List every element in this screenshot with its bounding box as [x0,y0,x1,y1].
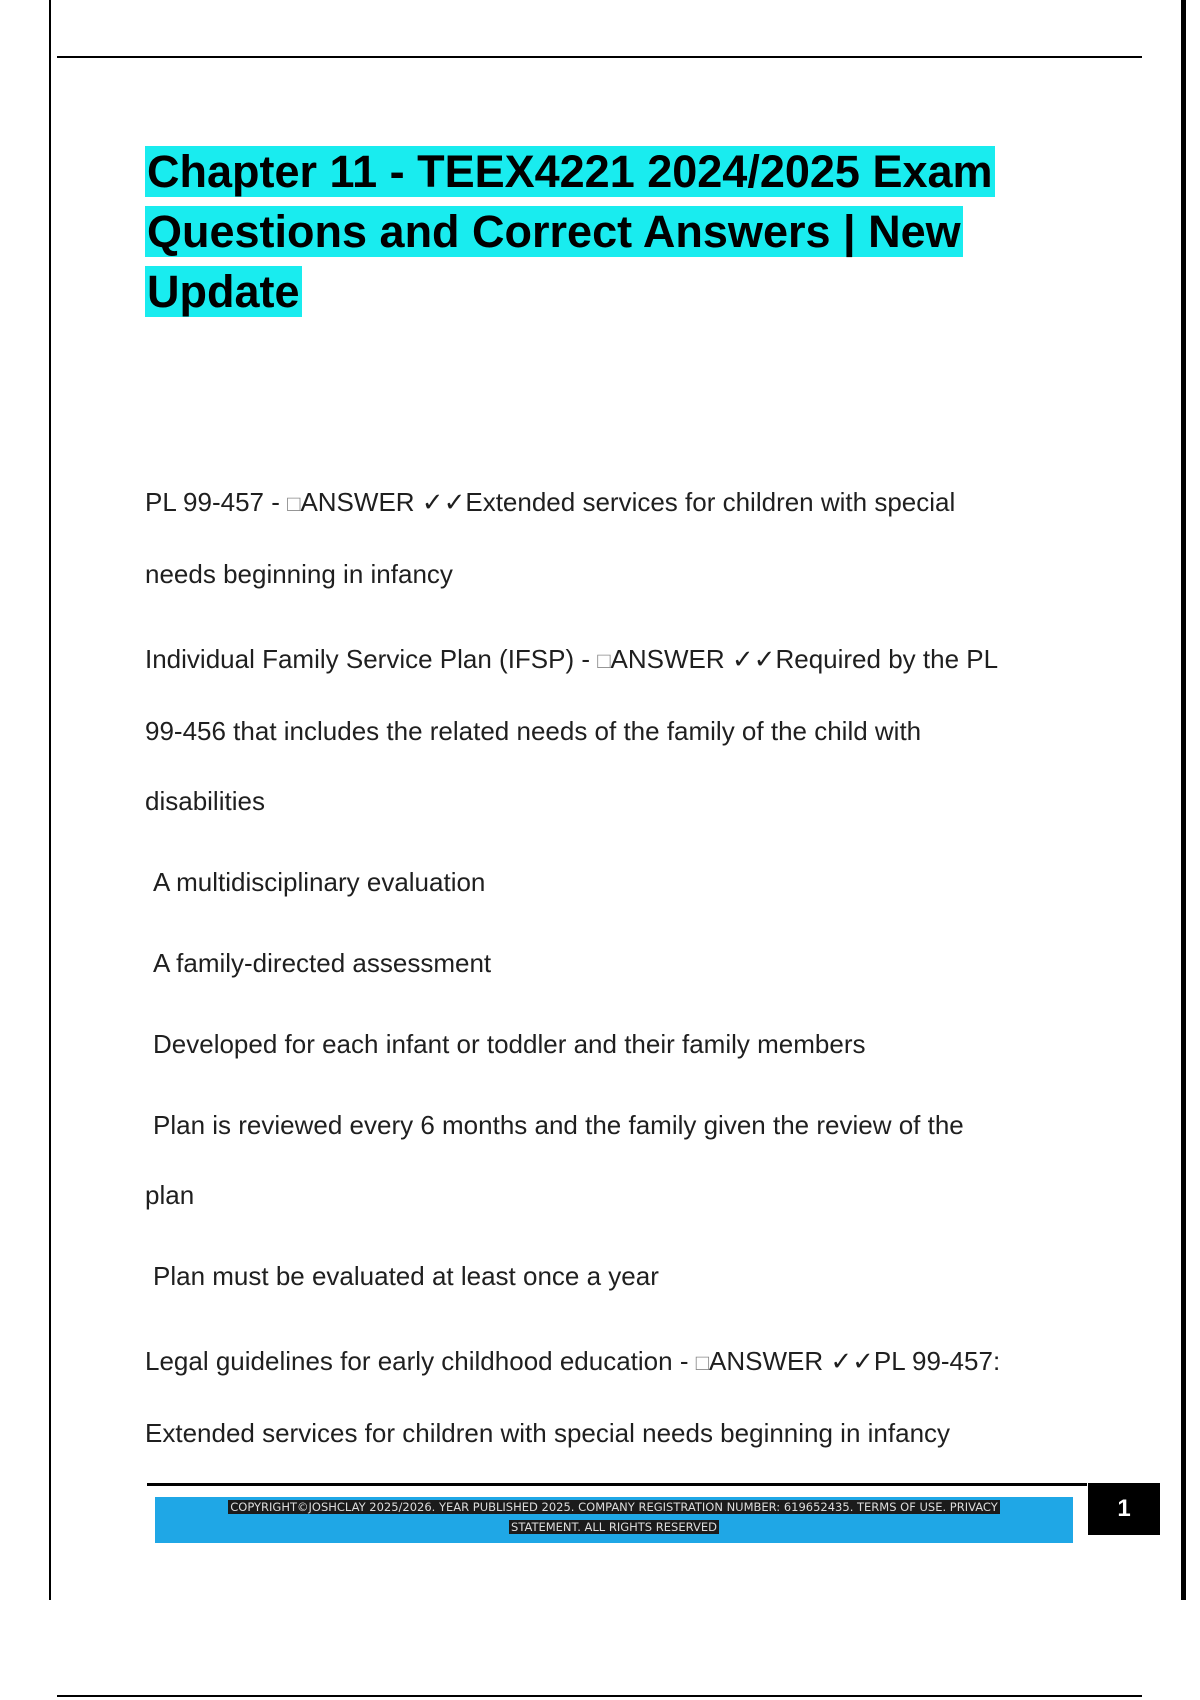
answer-marker: ANSWER ✓✓ [300,487,466,517]
document-title: Chapter 11 - TEEX4221 2024/2025 Exam Questions and Correct Answers | New Update [147,146,993,317]
page-border-right [1181,0,1186,1600]
question-text: Individual Family Service Plan (IFSP) [145,644,575,674]
footer-rule [147,1483,1087,1486]
sub-item: A family-directed assessment [153,948,492,978]
answer-text: needs beginning in infancy [145,559,453,589]
answer-text: Extended services for children with special needs beginning in infancy [145,1418,951,1448]
checkbox-glyph-icon: □ [597,648,611,673]
sub-item: Plan is reviewed every 6 months and the family given the review of the plan [145,1110,964,1210]
qa-item: Legal guidelines for early childhood education - □ANSWER ✓✓PL 99-457: Extended services for children with special needs beginning in infancy [145,1346,1001,1448]
checkbox-glyph-icon: □ [695,1350,709,1375]
qa-item: PL 99-457 - □ANSWER ✓✓Extended services for children with special needs beginning in infancy [145,487,956,589]
qa-item: Individual Family Service Plan (IFSP) - □ANSWER ✓✓Required by the PL 99-456 that includes the related needs of the family of the child with disabilities [145,644,999,816]
answer-text: disabilities [145,786,265,816]
answer-text: Required by the PL [775,644,999,674]
sub-item: Plan must be evaluated at least once a year [153,1261,659,1291]
question-text: Legal guidelines for early childhood education [145,1346,673,1376]
document-body [145,467,1105,1468]
copyright-line: STATEMENT. ALL RIGHTS RESERVED [511,1520,717,1534]
page-number: 1 [1088,1483,1160,1535]
answer-marker: ANSWER ✓✓ [709,1346,874,1376]
footer-bottom-rule [57,1695,1142,1697]
page-border-left [49,0,51,1600]
header-rule [57,56,1142,58]
copyright-line: COPYRIGHT©JOSHCLAY 2025/2026. YEAR PUBLISHED 2025. COMPANY REGISTRATION NUMBER: 619652435. TERMS OF USE. PRIVACY [230,1500,998,1514]
answer-text: PL 99-457: [873,1346,1001,1376]
sub-item: A multidisciplinary evaluation [153,867,486,897]
answer-text: Extended services for children with special [465,487,956,517]
question-text: PL 99-457 [145,487,265,517]
checkbox-glyph-icon: □ [287,491,301,516]
answer-text: 99-456 that includes the related needs of the family of the child with [145,716,922,746]
copyright-footer [155,1497,1073,1543]
answer-marker: ANSWER ✓✓ [610,644,776,674]
sub-item: Developed for each infant or toddler and their family members [153,1029,866,1059]
